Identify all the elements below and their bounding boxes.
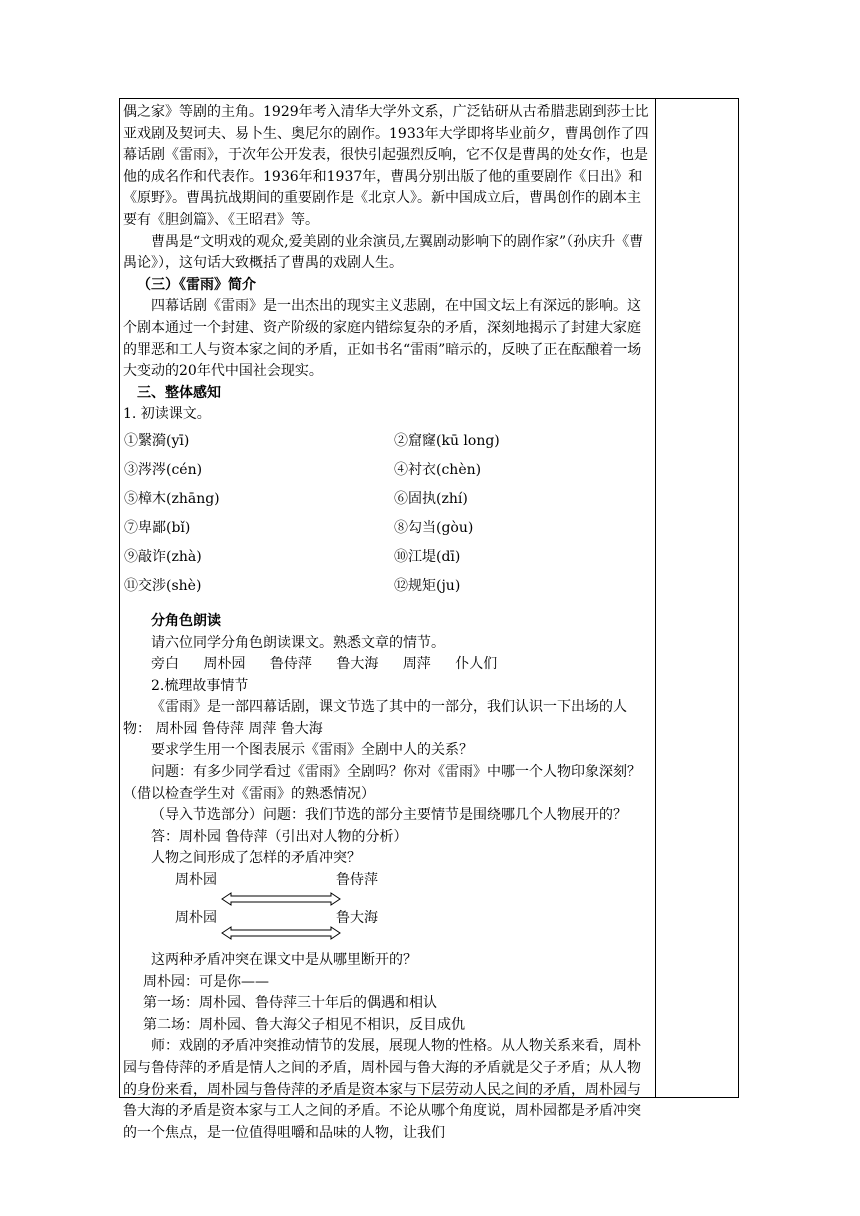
step-plot: 2.梳理故事情节	[151, 677, 249, 694]
step-first-reading: 1. 初读课文。	[123, 406, 211, 423]
diagram-name-left-2: 周朴园	[175, 910, 217, 927]
paragraph-characters: 《雷雨》是一部四幕话剧，课文节选了其中的一部分，我们认识一下出场的人物： 周朴园 鲁侍萍 周萍 鲁大海	[123, 699, 627, 737]
vocab-item: ⑩江堤(dī)	[394, 548, 461, 565]
vocab-item: ⑫规矩(ju)	[394, 577, 461, 594]
paragraph-teacher-summary: 师：戏剧的矛盾冲突推动情节的发展，展现人物的性格。从人物关系来看，周朴园与鲁侍萍的矛盾是情人之间的矛盾，周朴园与鲁大海的矛盾就是父子矛盾；从人物的身份来看，周朴园与鲁侍萍的矛盾是资本家与下层劳动人民之间的矛盾，周朴园与鲁大海的矛盾是资本家与工人之间的矛盾。不论从哪个角度说，周朴园都是矛盾冲突的一个焦点，是一位值得咀嚼和品味的人物，让我们	[123, 1038, 641, 1141]
diagram-name-right-2: 鲁大海	[336, 910, 378, 927]
vocab-list	[123, 427, 651, 601]
paragraph-requirement: 要求学生用一个图表展示《雷雨》全剧中人的关系？	[151, 742, 473, 759]
section-title-role-reading: 分角色朗读	[151, 612, 221, 629]
vocab-item: ③涔涔(cén)	[124, 461, 203, 478]
role-list	[123, 654, 651, 676]
role-item: 鲁大海	[336, 656, 379, 673]
role-item: 旁白	[151, 656, 179, 673]
role-item: 鲁侍萍	[269, 656, 312, 673]
role-item: 仆人们	[455, 656, 498, 673]
paragraph-leiyu-intro: 四幕话剧《雷雨》是一出杰出的现实主义悲剧，在中国文坛上有深远的影响。这个剧本通过一个封建、资产阶级的家庭内错综复杂的矛盾，深刻地揭示了封建大家庭的罪恶和工人与资本家之间的矛盾，正如书名“雷雨”暗示的，反映了正在酝酿着一场大变动的20年代中国社会现实。	[123, 298, 642, 380]
paragraph-scene-2: 第二场：周朴园、鲁大海父子相见不相识，反目成仇	[143, 1016, 465, 1033]
paragraph-break-question: 这两种矛盾冲突在课文中是从哪里断开的？	[151, 952, 417, 969]
vocab-item: ⑦卑鄙(bǐ)	[124, 519, 191, 536]
column-divider	[655, 99, 656, 1097]
conflict-diagram	[123, 870, 651, 950]
role-item: 周朴园	[203, 656, 246, 673]
paragraph-zhou-line: 周朴园：可是你——	[143, 973, 269, 990]
paragraph-caoyu-bio: 偶之家》等剧的主角。1929年考入清华大学外文系，广泛钻研从古希腊悲剧到莎士比亚戏剧及契诃夫、易卜生、奥尼尔的剧作。1933年大学即将毕业前夕，曹禺创作了四幕话剧《雷雨》，于次年公开发表，很快引起强烈反响，它不仅是曹禺的处女作，也是他的成名作和代表作。1936年和1937年，曹禺分别出版了他的重要剧作《日出》和《原野》。曹禺抗战期间的重要剧作是《北京人》。新中国成立后，曹禺创作的剧本主要有《胆剑篇》、《王昭君》等。	[123, 104, 649, 228]
diagram-name-left-1: 周朴园	[175, 872, 217, 889]
paragraph-answer: 答：周朴园 鲁侍萍（引出对人物的分析）	[151, 828, 408, 845]
vocab-item: ⑤樟木(zhāng)	[124, 490, 220, 507]
section-title-leiyu-intro: （三）《雷雨》简介	[137, 276, 256, 293]
paragraph-question-1: 问题：有多少同学看过《雷雨》全剧吗？你对《雷雨》中哪一个人物印象深刻？（借以检查学生对《雷雨》的熟悉情况）	[123, 764, 641, 802]
paragraph-caoyu-quote: 曹禺是“文明戏的观众,爱美剧的业余演员,左翼剧动影响下的剧作家”（孙庆升《曹禺论》），这句话大致概括了曹禺的戏剧人生。	[123, 233, 644, 272]
lesson-table	[119, 98, 739, 1141]
vocab-item: ①繄漪(yī)	[124, 432, 190, 449]
double-arrow-icon	[221, 892, 341, 906]
vocab-item: ⑨敲诈(zhà)	[124, 548, 202, 565]
vocab-item: ④衬衣(chèn)	[394, 461, 482, 478]
double-arrow-icon	[221, 926, 341, 940]
vocab-item: ⑥固执(zhí)	[394, 490, 468, 507]
vocab-item: ⑧勾当(gòu)	[394, 519, 474, 536]
section-title-overall: 三、整体感知	[137, 384, 221, 401]
role-reading-instruction: 请六位同学分角色朗读课文。熟悉文章的情节。	[151, 634, 445, 651]
diagram-name-right-1: 鲁侍萍	[336, 872, 378, 889]
paragraph-conflict-question: 人物之间形成了怎样的矛盾冲突？	[151, 850, 361, 867]
vocab-item: ②窟窿(kū long)	[394, 432, 500, 449]
paragraph-question-2: （导入节选部分）问题：我们节选的部分主要情节是围绕哪几个人物展开的？	[151, 807, 627, 824]
vocab-item: ⑪交涉(shè)	[124, 577, 202, 594]
paragraph-scene-1: 第一场：周朴园、鲁侍萍三十年后的偶遇和相认	[143, 995, 437, 1012]
role-item: 周萍	[402, 656, 431, 673]
lesson-content	[123, 102, 651, 1144]
